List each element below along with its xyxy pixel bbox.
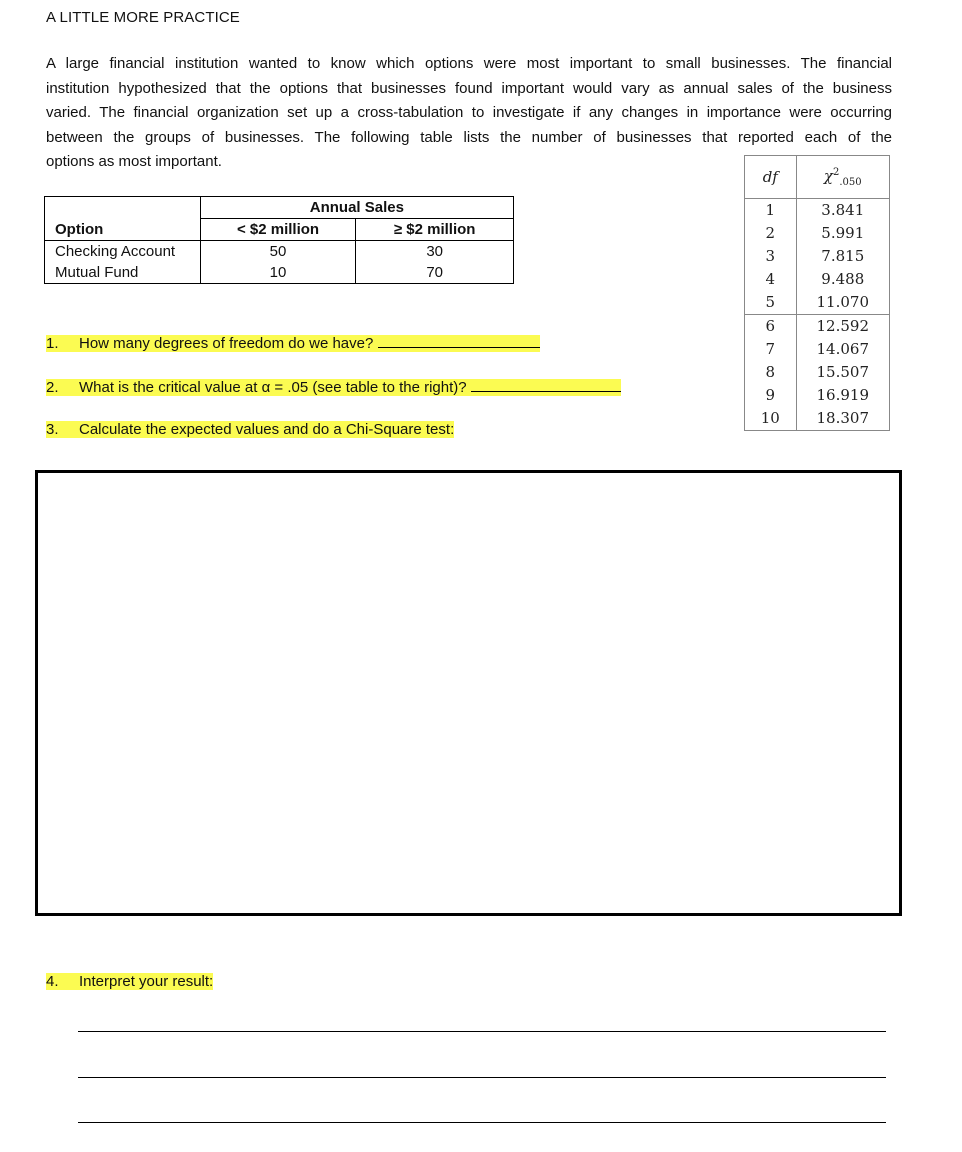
sales-table-ge-cell: 70 <box>356 262 514 284</box>
question-text: What is the critical value at α = .05 (see table to the right)? <box>79 379 467 396</box>
chi-table-df-cell: 4 <box>745 268 797 291</box>
sales-table-group-header: Annual Sales <box>200 197 513 219</box>
chi-table-header-value <box>796 156 889 199</box>
question-highlight <box>46 335 540 352</box>
sales-table-group-header-row <box>45 197 514 219</box>
table-row <box>745 315 890 339</box>
interpretation-line-2[interactable] <box>78 1077 886 1078</box>
chi-table-value-cell: 15.507 <box>796 361 889 384</box>
chi-table-df-cell: 6 <box>745 315 797 339</box>
question-number: 1. <box>46 335 59 352</box>
sales-table-lt-cell: 10 <box>200 262 356 284</box>
sales-table-option-cell: Checking Account <box>45 241 201 263</box>
sales-table-header-lt: < $2 million <box>200 219 356 241</box>
intro-line: between the groups of businesses. The following table lists the number of businesses that reported each of the <box>46 128 892 146</box>
chi-table-value-cell: 12.592 <box>796 315 889 339</box>
sales-table-header-option: Option <box>45 219 201 241</box>
question-number: 4. <box>46 973 59 990</box>
chi-table-value-cell: 16.919 <box>796 384 889 407</box>
table-row <box>45 262 514 284</box>
interpretation-line-3[interactable] <box>78 1122 886 1123</box>
question-highlight <box>46 421 454 438</box>
chi-symbol-sub: .050 <box>839 176 862 188</box>
question-number: 3. <box>46 421 59 438</box>
intro-line: institution hypothesized that the options that businesses found important would vary as annual sales of the business <box>46 79 892 97</box>
intro-line: A large financial institution wanted to know which options were most important to small businesses. The financial <box>46 55 892 72</box>
table-row <box>745 268 890 291</box>
question-text: Calculate the expected values and do a Chi-Square test: <box>79 421 455 438</box>
chi-symbol-base: χ <box>823 166 833 185</box>
chi-table-df-cell: 9 <box>745 384 797 407</box>
question-highlight <box>46 973 213 990</box>
sales-table-ge-cell: 30 <box>356 241 514 263</box>
answer-blank-2[interactable] <box>471 377 621 392</box>
chi-table-value-cell: 5.991 <box>796 222 889 245</box>
work-answer-box[interactable] <box>35 470 902 916</box>
sales-table-option-cell: Mutual Fund <box>45 262 201 284</box>
interpretation-line-1[interactable] <box>78 1031 886 1032</box>
sales-table-lt-cell: 50 <box>200 241 356 263</box>
question-4 <box>46 973 213 990</box>
question-text: Interpret your result: <box>79 973 214 990</box>
question-2 <box>46 377 621 396</box>
chi-table-df-cell: 7 <box>745 338 797 361</box>
table-row <box>745 199 890 223</box>
table-row <box>745 361 890 384</box>
chi-symbol-sup: 2 <box>833 166 840 178</box>
question-text: How many degrees of freedom do we have? <box>79 335 374 352</box>
chi-table-value-cell: 9.488 <box>796 268 889 291</box>
chi-table-df-cell: 3 <box>745 245 797 268</box>
chi-table-value-cell: 3.841 <box>796 199 889 223</box>
sales-table-corner <box>45 197 201 219</box>
chi-table-header-row <box>745 156 890 199</box>
chi-table-value-cell: 11.070 <box>796 291 889 315</box>
chi-table-header-df: df <box>745 156 797 199</box>
page-title: A LITTLE MORE PRACTICE <box>46 9 240 26</box>
chi-table-value-cell: 18.307 <box>796 407 889 431</box>
chi-table-df-cell: 8 <box>745 361 797 384</box>
chi-table-df-cell: 1 <box>745 199 797 223</box>
chi-table-value-cell: 7.815 <box>796 245 889 268</box>
question-number: 2. <box>46 379 59 396</box>
table-row <box>745 222 890 245</box>
question-3 <box>46 421 454 438</box>
intro-line: varied. The financial organization set up a cross-tabulation to investigate if any changes in importance were occurring <box>46 104 892 121</box>
chi-table-df-cell: 5 <box>745 291 797 315</box>
sales-table-header-row <box>45 219 514 241</box>
table-row <box>745 245 890 268</box>
chi-table-df-cell: 10 <box>745 407 797 431</box>
chi-table-value-cell: 14.067 <box>796 338 889 361</box>
table-row <box>745 338 890 361</box>
question-highlight <box>46 379 621 396</box>
table-row <box>745 384 890 407</box>
answer-blank-1[interactable] <box>378 333 540 348</box>
table-row <box>745 407 890 431</box>
sales-table-header-ge: ≥ $2 million <box>356 219 514 241</box>
chi-square-table <box>744 155 890 431</box>
chi-symbol <box>823 166 862 188</box>
intro-line: options as most important. <box>46 153 222 170</box>
table-row <box>45 241 514 263</box>
table-row <box>745 291 890 315</box>
chi-table-df-cell: 2 <box>745 222 797 245</box>
question-1 <box>46 333 540 352</box>
sales-table <box>44 196 514 284</box>
